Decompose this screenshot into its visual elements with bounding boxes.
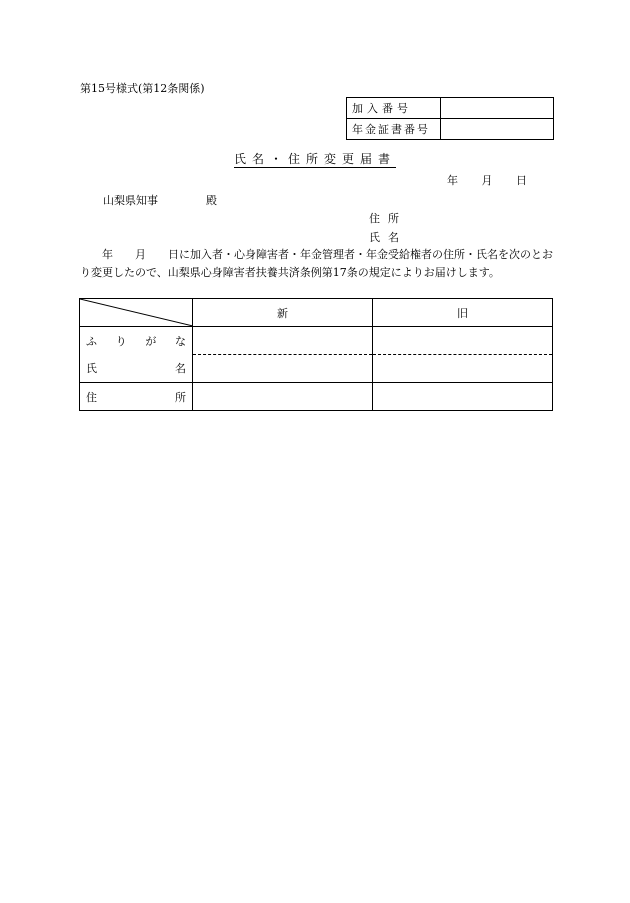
- new-name-field[interactable]: [193, 355, 373, 383]
- name-label: 氏 名: [80, 355, 193, 383]
- member-number-field[interactable]: [441, 98, 554, 119]
- diagonal-line: [80, 299, 193, 326]
- form-number: 第15号様式(第12条関係): [80, 82, 205, 95]
- pension-certificate-number-label: 年金証書番号: [347, 119, 441, 140]
- applicant-name-label: 氏名: [369, 231, 407, 244]
- new-address-field[interactable]: [193, 383, 373, 411]
- member-number-label: 加入番号: [347, 98, 441, 119]
- old-address-field[interactable]: [373, 383, 553, 411]
- old-name-field[interactable]: [373, 355, 553, 383]
- pension-certificate-number-field[interactable]: [441, 119, 554, 140]
- applicant-address-label: 住所: [369, 212, 407, 225]
- new-header: 新: [193, 299, 373, 327]
- address-label: 住 所: [80, 383, 193, 411]
- old-furigana-field[interactable]: [373, 327, 553, 355]
- change-table: [79, 298, 553, 411]
- body-text: 年 月 日に加入者・心身障害者・年金管理者・年金受給権者の住所・氏名を次のとおり変更したので、山梨県心身障害者扶養共済条例第17条の規定によりお届けします。: [80, 248, 553, 279]
- old-header: 旧: [373, 299, 553, 327]
- addressee: 山梨県知事: [103, 194, 158, 207]
- furigana-label: ふ り が な: [80, 327, 193, 355]
- honorific: 殿: [206, 194, 217, 207]
- document-title: 氏名・住所変更届書: [233, 152, 396, 166]
- number-box: [346, 97, 554, 140]
- new-furigana-field[interactable]: [193, 327, 373, 355]
- diagonal-header-cell: [80, 299, 193, 327]
- date-line[interactable]: 年 月 日: [447, 174, 527, 187]
